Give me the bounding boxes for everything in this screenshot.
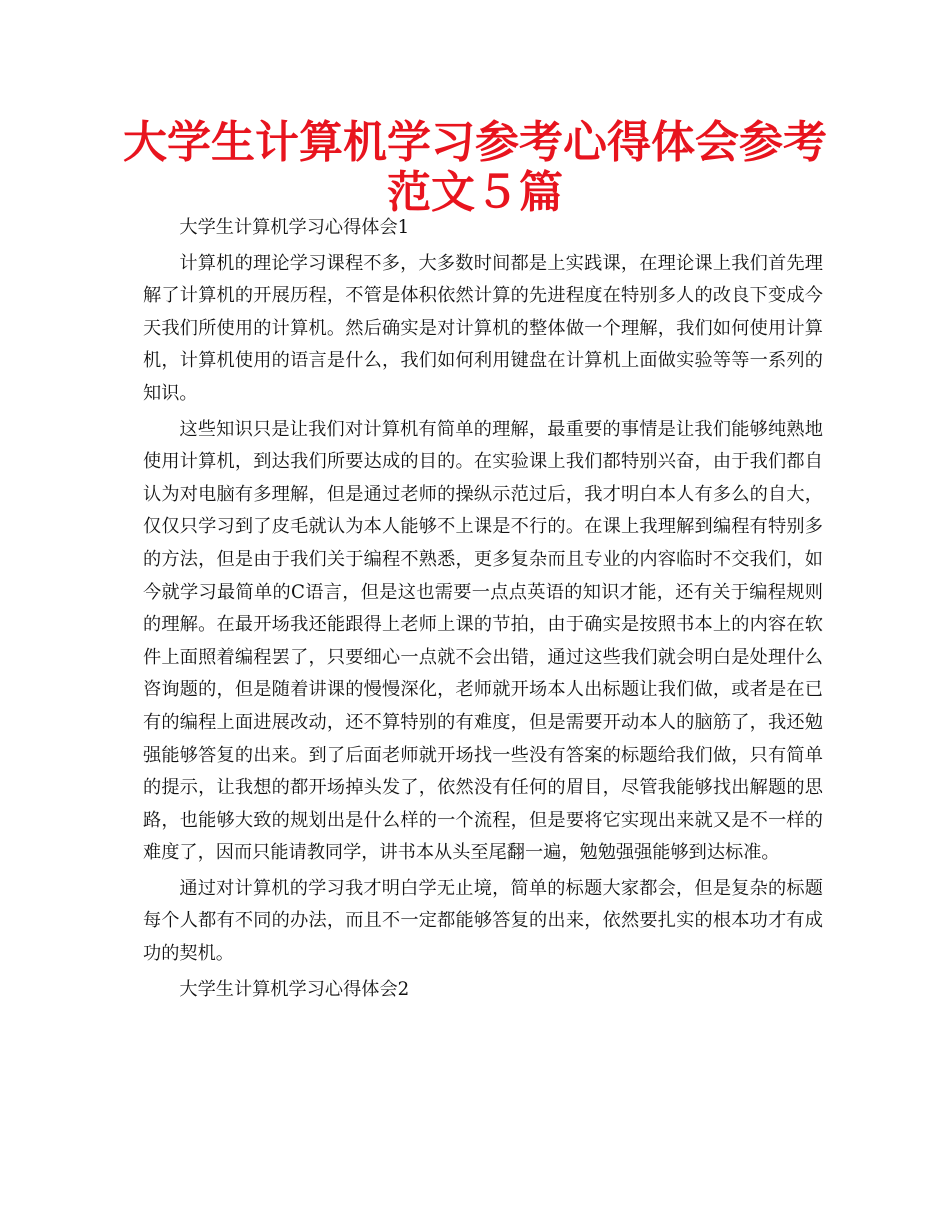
document-body bbox=[143, 212, 823, 1009]
paragraph: 这些知识只是让我们对计算机有简单的理解，最重要的事情是让我们能够纯熟地使用计算机，到达我们所要达成的目的。在实验课上我们都特别兴奋，由于我们都自认为对电脑有多理解，但是通过老师的操纵示范过后，我才明白本人有多么的自大，仅仅只学习到了皮毛就认为本人能够不上课是不行的。在课上我理解到编程有特别多的方法，但是由于我们关于编程不熟悉，更多复杂而且专业的内容临时不交我们，如今就学习最简单的C语言，但是这也需要一点点英语的知识才能，还有关于编程规则的理解。在最开场我还能跟得上老师上课的节拍，由于确实是按照书本上的内容在软件上面照着编程罢了，只要细心一点就不会出错，通过这些我们就会明白是处理什么咨询题的，但是随着讲课的慢慢深化，老师就开场本人出标题让我们做，或者是在已有的编程上面进展改动，还不算特别的有难度，但是需要开动本人的脑筋了，我还勉强能够答复的出来。到了后面老师就开场找一些没有答案的标题给我们做，只有简单的提示，让我想的都开场掉头发了，依然没有任何的眉目，尽管我能够找出解题的思路，也能够大致的规划出是什么样的一个流程，但是要将它实现出来就又是不一样的难度了，因而只能请教同学，讲书本从头至尾翻一遍，勉勉强强能够到达标准。 bbox=[143, 418, 823, 864]
paragraph: 通过对计算机的学习我才明白学无止境，简单的标题大家都会，但是复杂的标题每个人都有不同的办法，而且不一定都能够答复的出来，依然要扎实的根本功才有成功的契机。 bbox=[143, 877, 823, 965]
document-title: 大学生计算机学习参考心得体会参考范文５篇 bbox=[123, 117, 827, 218]
section-heading: 大学生计算机学习心得体会1 bbox=[179, 217, 410, 238]
section-heading: 大学生计算机学习心得体会2 bbox=[179, 978, 410, 1000]
paragraph: 计算机的理论学习课程不多，大多数时间都是上实践课，在理论课上我们首先理解了计算机的开展历程，不管是体积依然计算的先进程度在特别多人的改良下变成今天我们所使用的计算机。然后确实是对计算机的整体做一个理解，我们如何使用计算机，计算机使用的语言是什么，我们如何利用键盘在计算机上面做实验等等一系列的知识。 bbox=[143, 252, 823, 404]
